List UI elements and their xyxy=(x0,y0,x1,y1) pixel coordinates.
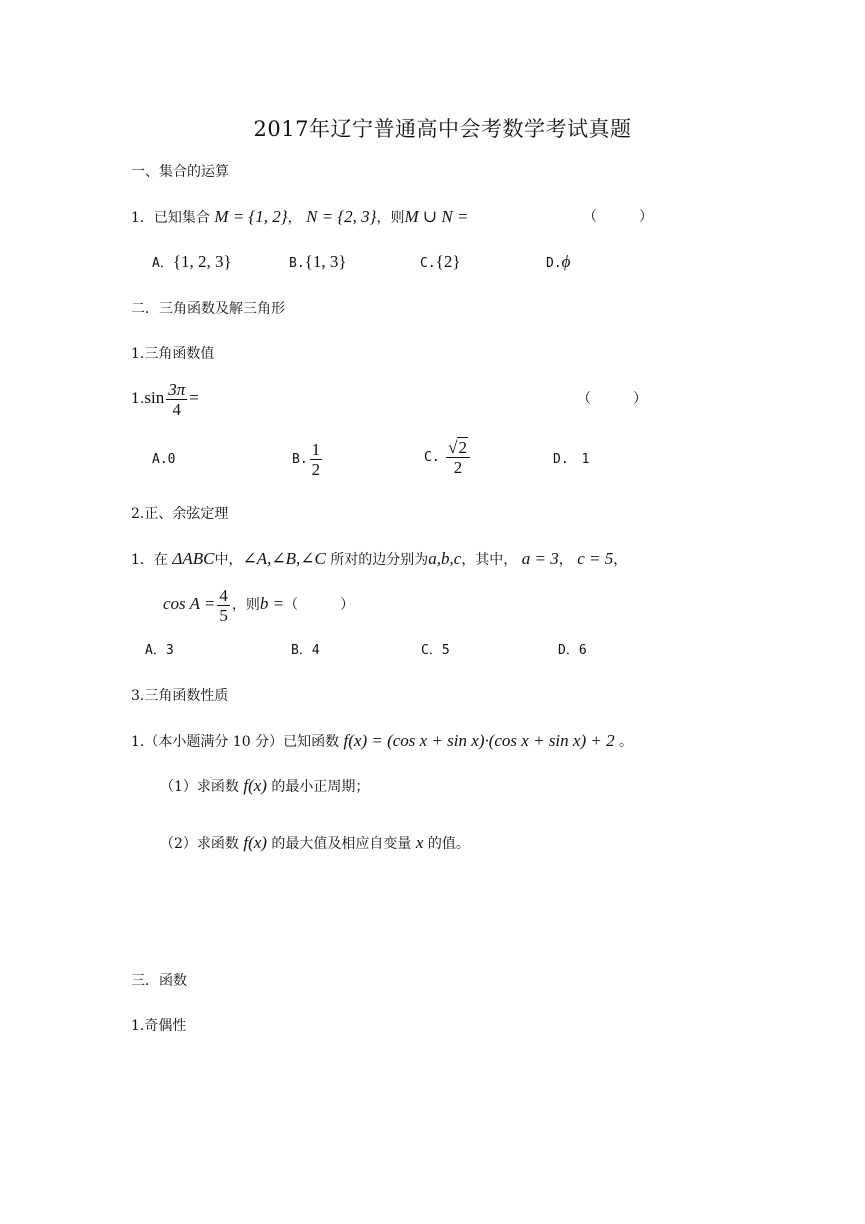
section-heading-functions: 三．函数 xyxy=(131,973,187,989)
option-d: D.ϕ xyxy=(546,252,571,271)
question-part-1: （1）求函数 f(x) 的最小正周期； xyxy=(160,776,370,795)
option-c: C.{2} xyxy=(420,252,461,271)
union-expression: M ∪ N = xyxy=(404,207,469,226)
option-d: D. 1 xyxy=(553,452,590,467)
question-triangle-1-cont: cos A = $\frac{4}{5}$ ，则b =（ ） xyxy=(163,585,355,625)
subsection-heading-trig-values: 1.三角函数值 xyxy=(131,346,215,362)
subsection-heading-parity: 1.奇偶性 xyxy=(131,1018,187,1034)
option-a: A．3 xyxy=(145,643,174,658)
answer-paren: （ ） xyxy=(583,209,653,225)
function-formula: f(x) = (cos x + sin x)·(cos x + sin x) + 2 xyxy=(343,731,615,750)
question-trig-value-1: 1.sin $\frac{3\pi}{4}$ = xyxy=(131,379,199,419)
fraction-3pi-over-4: $\frac{3\pi}{4}$ xyxy=(168,379,186,419)
question-part-2: （2）求函数 f(x) 的最大值及相应自变量 x 的值。 xyxy=(160,833,470,852)
answer-paren: （ ） xyxy=(577,391,647,407)
option-b: B．4 xyxy=(291,643,320,658)
page-title: 2017年辽宁普通高中会考数学考试真题 xyxy=(253,117,632,141)
option-a: A．{1, 2, 3} xyxy=(152,252,232,271)
subsection-heading-law-of-sines-cosines: 2.正、余弦定理 xyxy=(131,506,229,522)
set-n: N = {2, 3} xyxy=(306,207,377,226)
option-b: B. $\frac{1}{2}$ xyxy=(292,439,321,479)
option-d: D．6 xyxy=(558,643,587,658)
option-c: C. $\frac{√2}{2}$ xyxy=(424,437,472,478)
section-heading-trig: 二．三角函数及解三角形 xyxy=(131,301,285,317)
option-a: A.0 xyxy=(152,452,176,467)
option-c: C．5 xyxy=(421,643,450,658)
question-trig-properties-1: 1.（本小题满分 10 分）已知函数 f(x) = (cos x + sin x)·(cos x + sin x) + 2 。 xyxy=(131,731,634,750)
question-triangle-1: 1．在 ΔABC中，∠A,∠B,∠C 所对的边分别为a,b,c，其中， a = 3， c = 5， xyxy=(131,549,628,568)
set-m: M = {1, 2} xyxy=(214,207,288,226)
subsection-heading-trig-properties: 3.三角函数性质 xyxy=(131,688,229,704)
section-heading-sets: 一、集合的运算 xyxy=(131,164,229,180)
option-b: B.{1, 3} xyxy=(289,252,347,271)
question-sets-1: 1．已知集合 M = {1, 2}， N = {2, 3}，则M ∪ N = xyxy=(131,207,469,226)
